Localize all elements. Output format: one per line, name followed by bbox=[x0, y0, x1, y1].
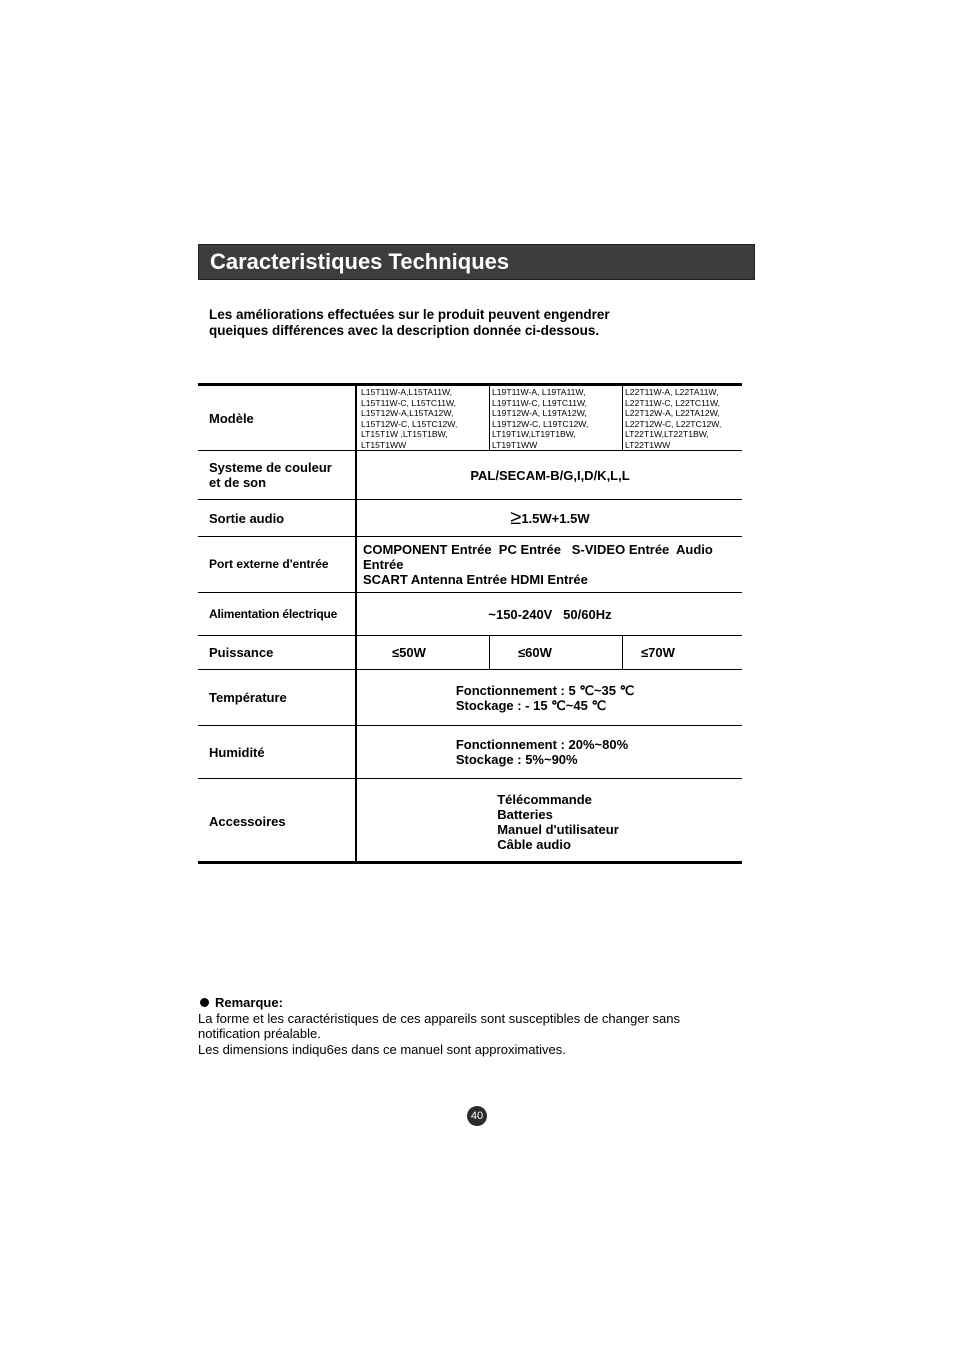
row-value: ≥ 1.5W+1.5W bbox=[510, 506, 590, 529]
bullet-icon bbox=[200, 998, 209, 1007]
row-label: Alimentation électrique bbox=[209, 606, 338, 621]
remark-line: Les dimensions indiqu6es dans ce manuel sont approximatives. bbox=[198, 1041, 566, 1057]
section-title-bar bbox=[198, 244, 755, 280]
cell-divider bbox=[489, 386, 490, 450]
remark-line: notification préalable. bbox=[198, 1026, 321, 1041]
row-label: Température bbox=[209, 690, 287, 705]
list-item: Batteries bbox=[497, 806, 553, 822]
section-title: Caracteristiques Techniques bbox=[210, 249, 510, 274]
model-list-15: L15T11W-A,L15TA11W, L15T11W-C, L15TC11W, L15T12W-A,L15TA12W, L15T12W-C, L15TC12W, LT15T1W ,LT15T1BW, LT15T1WW bbox=[361, 387, 458, 450]
table-row-ext-port bbox=[198, 537, 742, 592]
power-value-22: ≤70W bbox=[641, 645, 675, 660]
intro-line: queiques différences avec la description donnée ci-dessous. bbox=[209, 323, 600, 338]
page-number: 40 bbox=[467, 1106, 487, 1126]
row-label: Accessoires bbox=[209, 814, 286, 829]
spec-table bbox=[198, 383, 742, 864]
remark-heading: Remarque: bbox=[198, 995, 758, 1011]
row-label: Port externe d'entrée bbox=[209, 557, 329, 571]
row-label: Humidité bbox=[209, 744, 265, 760]
power-value-15: ≤50W bbox=[392, 645, 426, 660]
cell-divider bbox=[489, 636, 490, 669]
table-row-power bbox=[198, 636, 742, 669]
table-row-humidity bbox=[198, 726, 742, 778]
table-row-accessories bbox=[198, 779, 742, 864]
model-list-19: L19T11W-A, L19TA11W, L19T11W-C, L19TC11W, L19T12W-A, L19TA12W, L19T12W-C, L19TC12W, LT19T1W,LT19T1BW, LT19T1WW bbox=[492, 387, 589, 450]
cell-divider bbox=[622, 386, 623, 450]
list-item: Télécommande bbox=[497, 791, 592, 807]
table-row-model bbox=[198, 386, 742, 450]
list-item: Manuel d'utilisateur bbox=[497, 821, 619, 837]
row-label: Systeme de couleur et de son bbox=[209, 460, 332, 490]
power-value-19: ≤60W bbox=[518, 645, 552, 660]
row-value: Fonctionnement : 20%~80% Stockage : 5%~90% bbox=[455, 737, 629, 767]
intro-note bbox=[209, 307, 749, 339]
remark-section bbox=[198, 995, 758, 1057]
intro-line: Les améliorations effectuées sur le produit peuvent engendrer bbox=[209, 307, 610, 322]
table-row-power-supply bbox=[198, 593, 742, 635]
row-value bbox=[358, 779, 742, 864]
greater-equal-symbol: ≥ bbox=[510, 506, 522, 529]
table-row-color-system bbox=[198, 451, 742, 499]
row-label: Modèle bbox=[209, 410, 254, 426]
row-value: COMPONENT Entrée PC Entrée S-VIDEO Entrée Audio Entrée SCART Antenna Entrée HDMI Entrée bbox=[363, 542, 713, 587]
table-row-temperature bbox=[198, 670, 742, 725]
row-label: Puissance bbox=[209, 645, 274, 660]
row-value: Fonctionnement : 5 ℃~35 ℃ Stockage : - 15 ℃~45 ℃ bbox=[455, 682, 635, 713]
remark-line: La forme et les caractéristiques de ces appareils sont susceptibles de changer sans bbox=[198, 1010, 680, 1026]
list-item: Câble audio bbox=[497, 836, 571, 852]
model-list-22: L22T11W-A, L22TA11W, L22T11W-C, L22TC11W, L22T12W-A, L22TA12W, L22T12W-C, L22TC12W, LT22T1W,LT22T1BW, LT22T1WW bbox=[625, 387, 722, 450]
table-row-audio-out bbox=[198, 500, 742, 536]
cell-divider bbox=[622, 636, 623, 669]
row-value: PAL/SECAM-B/G,I,D/K,L,L bbox=[470, 467, 630, 483]
row-value: ~150-240V 50/60Hz bbox=[488, 606, 612, 622]
row-label: Sortie audio bbox=[209, 510, 285, 526]
